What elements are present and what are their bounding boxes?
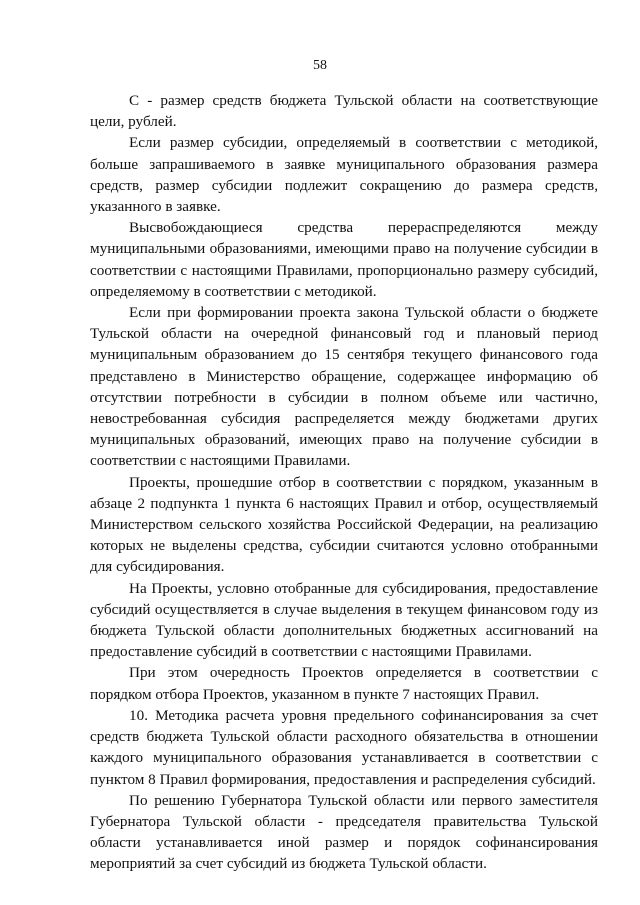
paragraph-redistribution: Высвобождающиеся средства перераспределяются между муниципальными образованиями, имеющими право на получение субсидии в соответствии с настоящими Правилами, пропорционально размеру субсидий, определяемому в соответствии с методикой. — [90, 219, 598, 300]
paragraph-conditional-selection: Проекты, прошедшие отбор в соответствии с порядком, указанным в абзаце 2 подпункта 1 пункта 6 настоящих Правил и отбор, осуществляемый Министерством сельского хозяйства Российской Федерации, на реализацию которых не выделены средства, субсидии считаются условно отобранными для субсидирования. — [90, 473, 598, 576]
page-number: 58 — [313, 58, 327, 73]
paragraph-subsidy-reduction: Если размер субсидии, определяемый в соответствии с методикой, больше запрашиваемого в заявке муниципального образования размера средств, размер субсидии подлежит сокращению до размера средств, указанного в заявке. — [90, 134, 598, 216]
paragraph-project-order: При этом очередность Проектов определяется в соответствии с порядком отбора Проектов, указанном в пункте 7 настоящих Правил. — [90, 664, 598, 703]
document-body — [90, 90, 598, 875]
paragraph-governor-decision: По решению Губернатора Тульской области или первого заместителя Губернатора Тульской области - председателя правительства Тульской области устанавливается иной размер и порядок софинансирования мероприятий за счет субсидий из бюджета Тульской области. — [90, 791, 598, 873]
paragraph-budget-law: Если при формировании проекта закона Тульской области о бюджете Тульской области на очередной финансовый год и плановый период муниципальным образованием до 15 сентября текущего финансового года представлено в Министерство обращение, содержащее информацию об отсутствии потребности в субсидии в полном объеме или частично, невостребованная субсидия распределяется между бюджетами других муниципальных образований, имеющих право на получение субсидии в соответствии с настоящими Правилами. — [90, 304, 598, 470]
paragraph-additional-allocation: На Проекты, условно отобранные для субсидирования, предоставление субсидий осуществляется в случае выделения в текущем финансовом году из бюджета Тульской области дополнительных бюджетных ассигнований на предоставление субсидий в соответствии с настоящими Правилами. — [90, 579, 598, 661]
paragraph-methodology: 10. Методика расчета уровня предельного софинансирования за счет средств бюджета Тульской области расходного обязательства в отношении каждого муниципального образования устанавливается в соответствии с пунктом 8 Правил формирования, предоставления и распределения субсидий. — [90, 706, 598, 788]
paragraph-c-definition: С - размер средств бюджета Тульской области на соответствующие цели, рублей. — [90, 92, 598, 131]
